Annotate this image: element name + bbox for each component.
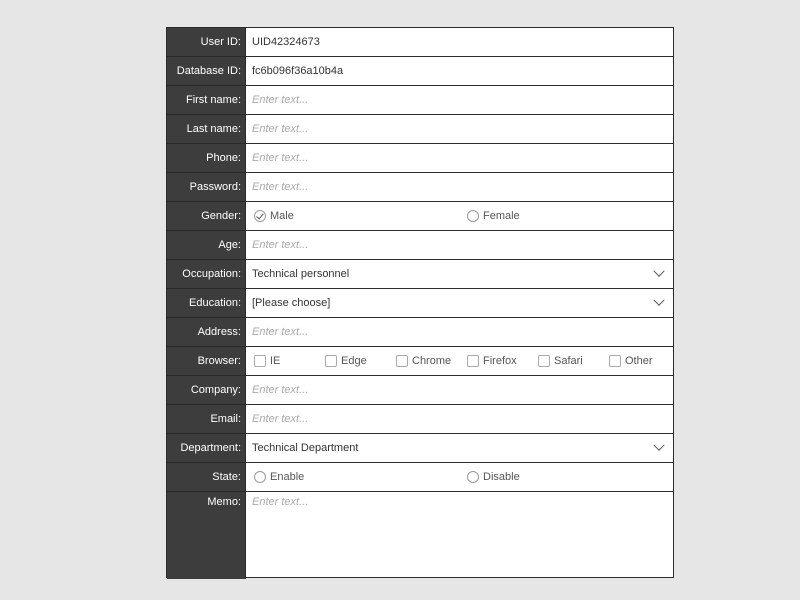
education-label: Education: — [167, 289, 246, 317]
department-row — [167, 434, 673, 463]
database-id-label: Database ID: — [167, 57, 246, 85]
checkbox-icon[interactable] — [325, 355, 337, 367]
browser-ie-option[interactable] — [254, 347, 280, 375]
department-label: Department: — [167, 434, 246, 462]
gender-female-option[interactable] — [467, 202, 520, 230]
memo-placeholder: Enter text... — [252, 496, 309, 508]
age-row — [167, 231, 673, 260]
company-label: Company: — [167, 376, 246, 404]
checkbox-icon[interactable] — [467, 355, 479, 367]
radio-unchecked-icon[interactable] — [254, 471, 266, 483]
gender-male-label: Male — [270, 210, 294, 222]
first-name-input[interactable] — [246, 86, 673, 114]
checkbox-icon[interactable] — [254, 355, 266, 367]
user-id-row — [167, 28, 673, 57]
password-row — [167, 173, 673, 202]
company-row — [167, 376, 673, 405]
state-field — [246, 463, 673, 491]
browser-label: Browser: — [167, 347, 246, 375]
user-id-value: UID42324673 — [252, 36, 320, 48]
password-label: Password: — [167, 173, 246, 201]
company-placeholder: Enter text... — [252, 384, 309, 396]
first-name-label: First name: — [167, 86, 246, 114]
browser-row — [167, 347, 673, 376]
chevron-down-icon[interactable] — [653, 440, 664, 451]
browser-edge-option[interactable] — [325, 347, 367, 375]
address-row — [167, 318, 673, 347]
memo-label: Memo: — [167, 492, 246, 579]
phone-row — [167, 144, 673, 173]
age-placeholder: Enter text... — [252, 239, 309, 251]
chevron-down-icon[interactable] — [653, 266, 664, 277]
education-selected-value: [Please choose] — [252, 297, 331, 309]
company-input[interactable] — [246, 376, 673, 404]
radio-unchecked-icon[interactable] — [467, 210, 479, 222]
last-name-label: Last name: — [167, 115, 246, 143]
browser-safari-option[interactable] — [538, 347, 583, 375]
browser-edge-label: Edge — [341, 355, 367, 367]
user-id-label: User ID: — [167, 28, 246, 56]
state-enable-option[interactable] — [254, 463, 304, 491]
education-select[interactable] — [246, 289, 673, 317]
occupation-select[interactable] — [246, 260, 673, 288]
phone-label: Phone: — [167, 144, 246, 172]
radio-checked-icon[interactable] — [254, 210, 266, 222]
address-label: Address: — [167, 318, 246, 346]
state-enable-label: Enable — [270, 471, 305, 483]
email-row — [167, 405, 673, 434]
state-disable-option[interactable] — [467, 463, 520, 491]
browser-other-option[interactable] — [609, 347, 653, 375]
last-name-input[interactable] — [246, 115, 673, 143]
state-row — [167, 463, 673, 492]
database-id-field[interactable] — [246, 57, 673, 85]
checkbox-icon[interactable] — [609, 355, 621, 367]
database-id-value: fc6b096f36a10b4a — [252, 65, 344, 77]
chevron-down-icon[interactable] — [653, 295, 664, 306]
age-label: Age: — [167, 231, 246, 259]
browser-field — [246, 347, 673, 375]
gender-row — [167, 202, 673, 231]
password-input[interactable] — [246, 173, 673, 201]
phone-placeholder: Enter text... — [252, 152, 309, 164]
checkbox-icon[interactable] — [396, 355, 408, 367]
gender-label: Gender: — [167, 202, 246, 230]
age-input[interactable] — [246, 231, 673, 259]
department-select[interactable] — [246, 434, 673, 462]
user-form — [166, 27, 674, 578]
memo-textarea[interactable] — [246, 492, 673, 579]
browser-safari-label: Safari — [554, 355, 583, 367]
email-input[interactable] — [246, 405, 673, 433]
state-disable-label: Disable — [483, 471, 520, 483]
radio-unchecked-icon[interactable] — [467, 471, 479, 483]
gender-male-option[interactable] — [254, 202, 294, 230]
last-name-row — [167, 115, 673, 144]
browser-chrome-option[interactable] — [396, 347, 451, 375]
password-placeholder: Enter text... — [252, 181, 309, 193]
user-id-field[interactable] — [246, 28, 673, 56]
state-label: State: — [167, 463, 246, 491]
department-selected-value: Technical Department — [252, 442, 359, 454]
occupation-label: Occupation: — [167, 260, 246, 288]
email-placeholder: Enter text... — [252, 413, 309, 425]
browser-firefox-label: Firefox — [483, 355, 517, 367]
occupation-selected-value: Technical personnel — [252, 268, 350, 280]
database-id-row — [167, 57, 673, 86]
memo-row — [167, 492, 673, 579]
gender-field — [246, 202, 673, 230]
email-label: Email: — [167, 405, 246, 433]
address-placeholder: Enter text... — [252, 326, 309, 338]
browser-firefox-option[interactable] — [467, 347, 517, 375]
phone-input[interactable] — [246, 144, 673, 172]
occupation-row — [167, 260, 673, 289]
education-row — [167, 289, 673, 318]
browser-other-label: Other — [625, 355, 653, 367]
last-name-placeholder: Enter text... — [252, 123, 309, 135]
address-input[interactable] — [246, 318, 673, 346]
browser-ie-label: IE — [270, 355, 281, 367]
checkbox-icon[interactable] — [538, 355, 550, 367]
first-name-row — [167, 86, 673, 115]
first-name-placeholder: Enter text... — [252, 94, 309, 106]
browser-chrome-label: Chrome — [412, 355, 452, 367]
gender-female-label: Female — [483, 210, 520, 222]
